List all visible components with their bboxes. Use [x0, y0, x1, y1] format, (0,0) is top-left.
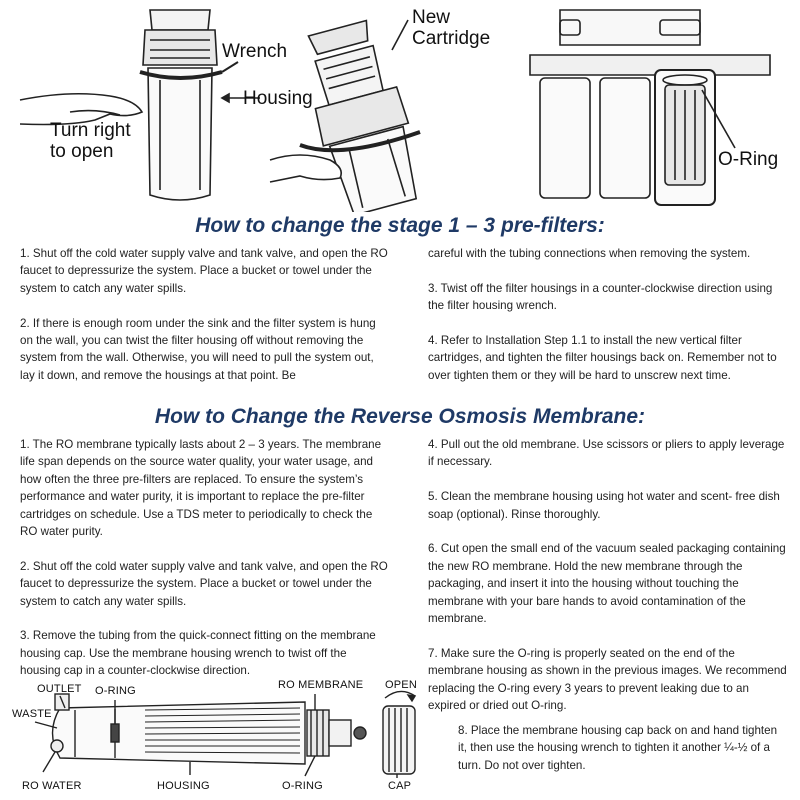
section2-left-column — [20, 436, 390, 697]
section1-step-4: 4. Refer to Installation Step 1.1 to install the new vertical filter cartridges, and tighten the filter housings back on. Remember not to over tighten them or they will be hard to unscrew next time. — [428, 334, 777, 382]
label-cap: CAP — [388, 780, 412, 792]
callout-o-ring: O-Ring — [718, 149, 779, 170]
membrane-housing-diagram — [15, 680, 435, 790]
section1-title: How to change the stage 1 – 3 pre-filters: — [195, 214, 605, 237]
section2-title: How to Change the Reverse Osmosis Membrane: — [154, 405, 646, 428]
label-ro-water: RO WATER — [22, 780, 82, 792]
section2-step-8: 8. Place the membrane housing cap back on and hand tighten it, then use the housing wrench to tighten it another ¼-½ of a turn. Do not over tighten. — [458, 724, 778, 772]
section2-step-7: 7. Make sure the O-ring is properly seated on the end of the membrane housing as shown in the previous images. We recommend replacing the O-ring every 3 years to prevent leaking due to an expired or dried out O-ring. — [428, 646, 787, 713]
section1-step-1: 1. Shut off the cold water supply valve and tank valve, and open the RO faucet to depressurize the system. Place a bucket or towel under the system to catch any water spills. — [20, 247, 388, 295]
callout-turn-right: Turn right to open — [50, 120, 131, 162]
section2-step-6: 6. Cut open the small end of the vacuum sealed packaging containing the new RO membrane. Hold the new membrane through the packaging, and insert it into the housing without touching the membrane with your bare hands to avoid contamination of the membrane. — [428, 542, 786, 626]
filter-housing-illustration — [0, 0, 800, 212]
section2-step-4: 4. Pull out the old membrane. Use scissors or pliers to apply leverage if necessary. — [428, 438, 785, 469]
callout-new-cartridge: New Cartridge — [412, 7, 491, 49]
label-o-ring-top: O-RING — [95, 685, 136, 697]
section2-step-5: 5. Clean the membrane housing using hot water and scent- free dish soap (optional). Rinse thoroughly. — [428, 490, 780, 521]
section1-left-column — [20, 245, 390, 402]
section2-step-3: 3. Remove the tubing from the quick-connect fitting on the membrane housing cap. Use the membrane housing wrench to twist off the housing cap in a counter-clockwise direction. — [20, 629, 376, 678]
section1-right-column — [428, 245, 783, 402]
section1-step-2: 2. If there is enough room under the sink and the filter system is hung on the wall, you can twist the filter housing off without removing the system from the wall. Otherwise, you will need to pull the system out, lay it down, and remove the housings at that point. Be — [20, 316, 376, 382]
label-open: OPEN — [385, 679, 417, 691]
section2-step-2: 2. Shut off the cold water supply valve and tank valve, and open the RO faucet to depressurize the system. Place a bucket or towel under the system to catch any water spills. — [20, 559, 388, 608]
section1-step-2-cont: careful with the tubing connections when removing the system. — [428, 247, 751, 260]
section1-step-3: 3. Twist off the filter housings in a counter-clockwise direction using the filter housing wrench. — [428, 281, 773, 313]
callout-wrench: Wrench — [222, 41, 288, 62]
label-housing: HOUSING — [157, 780, 210, 792]
label-waste: WASTE — [12, 708, 52, 720]
callout-housing: Housing — [243, 88, 313, 109]
section2-step-1: 1. The RO membrane typically lasts about 2 – 3 years. The membrane life span depends on the source water quality, your water usage, and how often the three pre-filters are replaced. To ensure the system’s performance and water purity, it is important to replace the pre-filter cartridges on schedule. Use a TDS meter to periodically to check the RO water purity. — [20, 438, 382, 539]
label-outlet: OUTLET — [37, 683, 82, 695]
label-o-ring-bottom: O-RING — [282, 780, 323, 792]
label-ro-membrane: RO MEMBRANE — [278, 679, 364, 691]
section2-right-column — [428, 436, 788, 732]
